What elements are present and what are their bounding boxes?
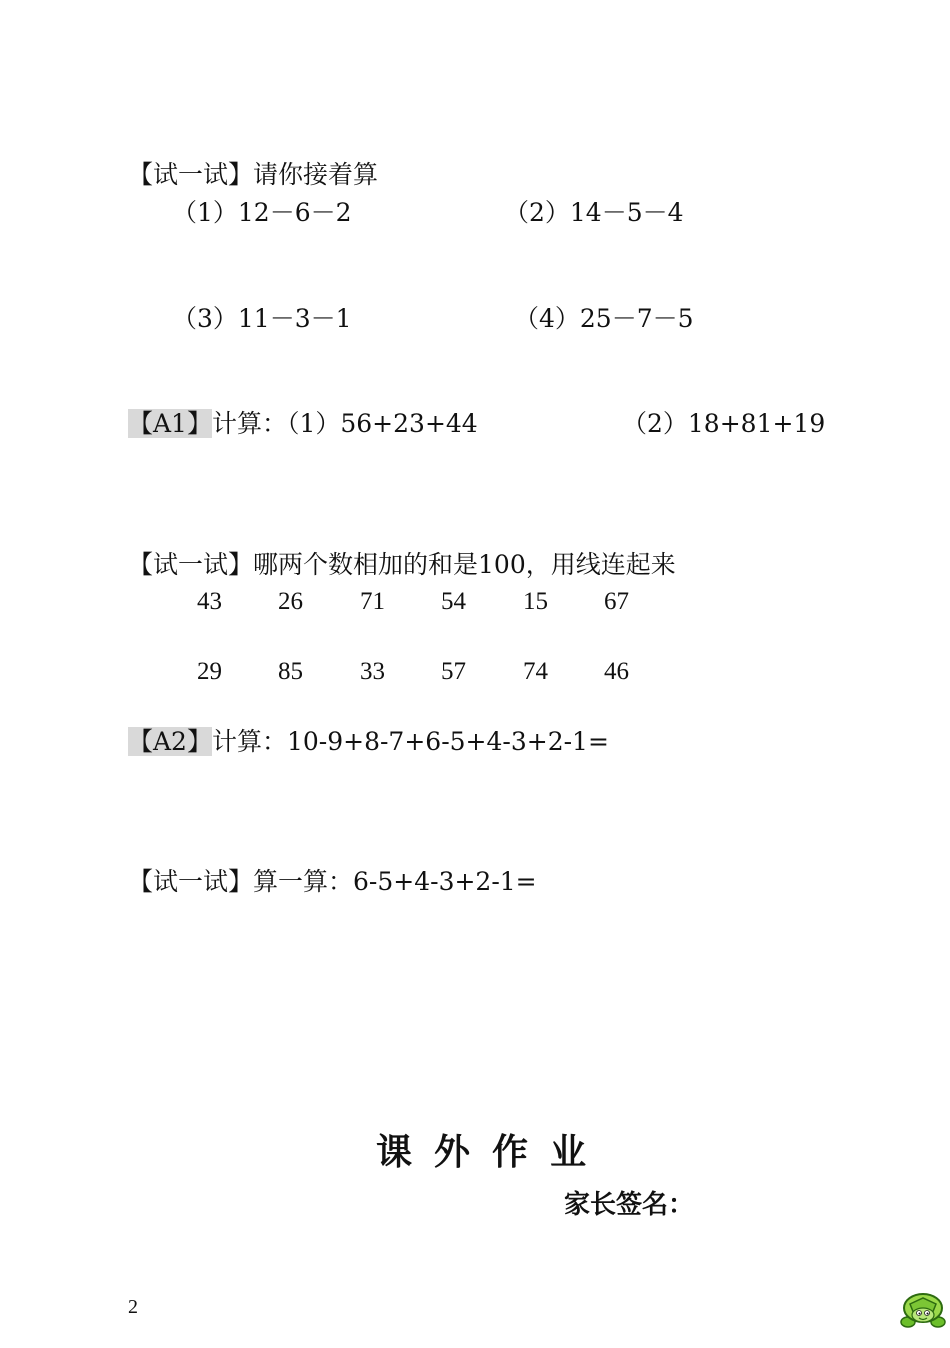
try2-tag: 【试一试】 <box>128 550 254 579</box>
try1-item-2: （2）14－5－4 <box>504 198 684 227</box>
number-cell: 54 <box>441 588 466 615</box>
a2-heading <box>128 727 609 757</box>
try3-tag: 【试一试】 <box>128 867 254 896</box>
try3-heading <box>128 867 537 897</box>
number-cell: 46 <box>604 658 629 685</box>
number-cell: 15 <box>523 588 548 615</box>
number-cell: 29 <box>197 658 222 685</box>
try1-item-1: （1）12－6－2 <box>172 198 352 227</box>
turtle-icon <box>896 1286 950 1330</box>
try1-heading <box>128 160 378 190</box>
a1-tag: 【A1】 <box>128 409 212 438</box>
number-cell: 67 <box>604 588 629 615</box>
try3-text: 算一算：6-5+4-3+2-1= <box>253 867 537 896</box>
number-cell: 33 <box>360 658 385 685</box>
try1-item-3: （3）11－3－1 <box>172 304 352 333</box>
try1-tag: 【试一试】 <box>128 160 254 189</box>
number-cell: 43 <box>197 588 222 615</box>
a2-tag: 【A2】 <box>128 727 212 756</box>
homework-title: 课外作业 <box>376 1131 609 1173</box>
a1-text: 计算：（1）56+23+44 <box>211 409 478 438</box>
try2-heading <box>128 550 676 580</box>
parent-signature-label: 家长签名： <box>564 1190 695 1220</box>
number-cell: 57 <box>441 658 466 685</box>
try2-text: 哪两个数相加的和是100，用线连起来 <box>253 550 676 579</box>
number-cell: 85 <box>278 658 303 685</box>
a2-text: 计算：10-9+8-7+6-5+4-3+2-1= <box>211 727 609 756</box>
number-cell: 74 <box>523 658 548 685</box>
number-cell: 71 <box>360 588 385 615</box>
try1-item-4: （4）25－7－5 <box>514 304 694 333</box>
try1-text: 请你接着算 <box>253 160 379 189</box>
a1-item-2: （2）18+81+19 <box>622 409 826 438</box>
number-cell: 26 <box>278 588 303 615</box>
page-number: 2 <box>128 1296 138 1318</box>
a1-heading <box>128 409 478 439</box>
